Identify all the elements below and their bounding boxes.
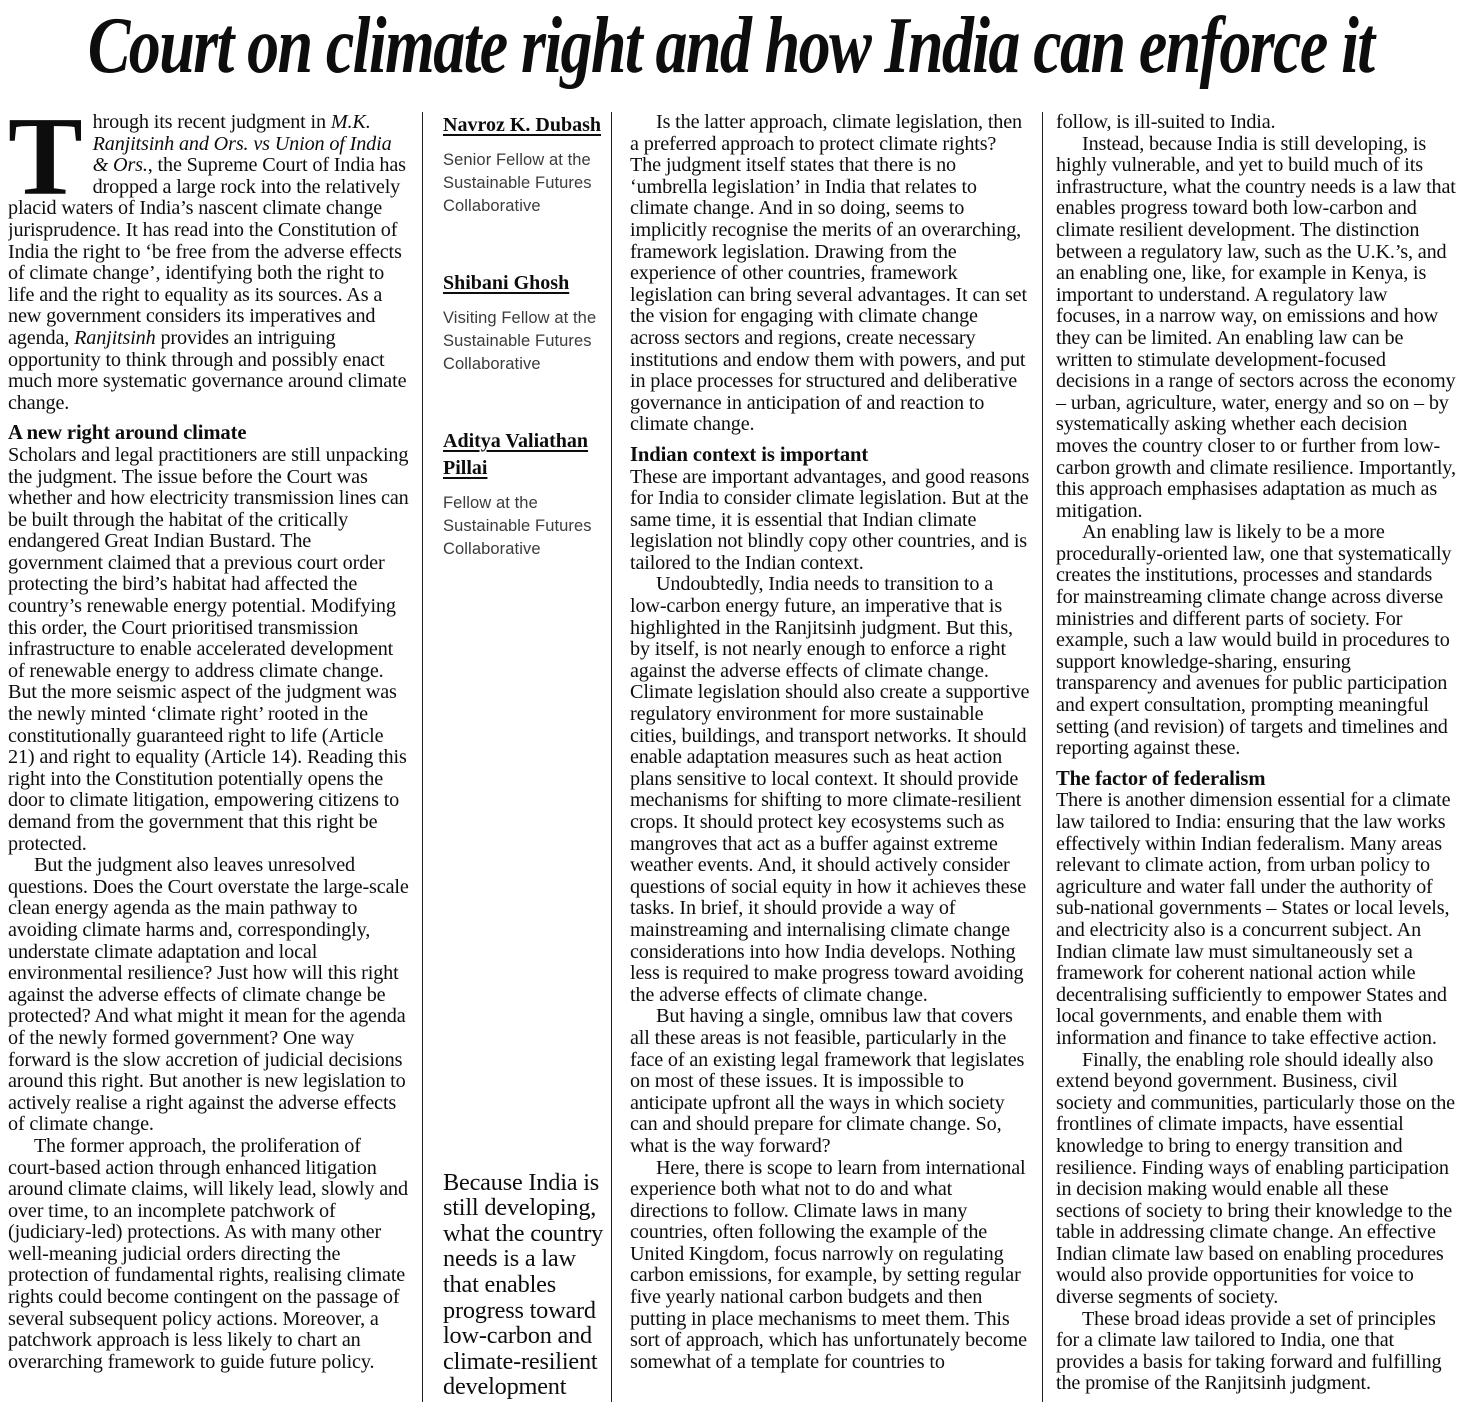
byline-block bbox=[443, 270, 611, 376]
paragraph: An enabling law is likely to be a more procedurally-oriented law, one that systematically creates the institutions, processes and standards for mainstreaming climate change across diverse ministries and different parts of society. For example, such a law would build in procedures to support knowledge-sharing, ensuring transparency and avenues for public participation and expert consultation, prompting meaningful setting (and revision) of targets and timelines and reporting against these. bbox=[1056, 521, 1452, 760]
section-heading: The factor of federalism bbox=[1056, 767, 1266, 790]
article-columns bbox=[0, 112, 1462, 1402]
drop-cap: T bbox=[8, 112, 83, 219]
paragraph: These broad ideas provide a set of principles for a climate law tailored to India, one that provides a basis for taking forward and fulfilling the promise of the Ranjitsinh judgment. bbox=[1056, 1307, 1442, 1395]
paragraph: Undoubtedly, India needs to transition to a low-carbon energy future, an imperative that is highlighted in the Ranjitsinh judgment. But this, by itself, is not nearly enough to enforce a right against the adverse effects of climate change. Climate legislation should also create a supportive regulatory environment for more sustainable cities, buildings, and transport networks. It should enable adaptation measures such as heat action plans sensitive to local context. It should provide mechanisms for shifting to more climate-resilient crops. It should protect key ecosystems such as mangroves that act as a buffer against extreme weather events. And, it should actively consider questions of social equity in how it achieves these tasks. In brief, it should provide a way of mainstreaming and internalising climate change considerations into how India develops. Nothing less is required to make progress toward avoiding the adverse effects of climate change. bbox=[630, 573, 1030, 1006]
paragraph: Instead, because India is still developing, is highly vulnerable, and yet to build much of its infrastructure, what the country needs is a law that enables progress toward both low-carbon and climate resilient development. The distinction between a regulatory law, such as the U.K.’s, and an enabling one, like, for example in Kenya, is important to understand. A regulatory law focuses, in a narrow way, on emissions and how they can be limited. An enabling law can be written to stimulate development-focused decisions in a range of sectors across the economy – urban, agriculture, water, energy and so on – by systematically asking whether each decision moves the country closer to or further from low-carbon growth and climate resilience. Importantly, this approach emphasises adaptation as much as mitigation. bbox=[1056, 132, 1456, 522]
masthead bbox=[0, 0, 1462, 94]
column-4 bbox=[1042, 112, 1456, 1402]
case-citation: M.K. Ranjitsinh and Ors. vs Union of India & Ors. bbox=[92, 112, 392, 177]
paragraph: Scholars and legal practitioners are still unpacking the judgment. The issue before the Court was whether and how electricity transmission lines can be built through the habitat of the critically endangered Great Indian Bustard. The government claimed that a previous court order protecting the bird’s habitat had affected the country’s renewable energy potential. Modifying this order, the Court prioritised transmission infrastructure to enable accelerated development of renewable energy to address climate change. But the more seismic aspect of the judgment was the newly minted ‘climate right’ rooted in the constitutionally guaranteed right to life (Article 21) and right to equality (Article 14). Reading this right into the Constitution potentially opens the door to climate litigation, empowering citizens to demand from the government that this right be protected. bbox=[8, 443, 409, 855]
byline-block bbox=[443, 112, 611, 218]
paragraph: The former approach, the proliferation of court-based action through enhanced litigation around climate claims, will likely lead, slowly and over time, to an incomplete patchwork of (judiciary-led) protections. As with many other well-meaning judicial orders directing the protection of fundamental rights, realising climate rights could become contingent on the passage of several subsequent policy actions. Moreover, a patchwork approach is less likely to chart an overarching framework to guide future policy. bbox=[8, 1134, 408, 1373]
paragraph: But the judgment also leaves unresolved questions. Does the Court overstate the large-scale clean energy agenda as the main pathway to avoiding climate harms and, correspondingly, understate climate adaptation and local environmental resilience? Just how will this right against the adverse effects of climate change be protected? And what might it mean for the agenda of the newly formed government? One way forward is the slow accretion of judicial decisions around this right. But another is new legislation to actively realise a right against the adverse effects of climate change. bbox=[8, 854, 409, 1136]
lead-text: provides an intriguing opportunity to think through and possibly enact much more systematic governance around climate change. bbox=[8, 326, 407, 414]
paragraph: Here, there is scope to learn from international experience both what not to do and what directions to follow. Climate laws in many countries, often following the example of the United Kingdom, focus narrowly on regulating carbon emissions, for example, by setting regular five yearly national carbon budgets and then putting in place mechanisms to meet them. This sort of approach, which has unfortunately become somewhat of a template for countries to bbox=[630, 1156, 1027, 1373]
byline-name-link[interactable]: Aditya Valiathan Pillai bbox=[443, 430, 589, 479]
page-title: Court on climate right and how India can enforce it bbox=[88, 2, 1374, 90]
section-heading: A new right around climate bbox=[8, 422, 247, 445]
byline-role: Senior Fellow at the Sustainable Futures Collaborative bbox=[443, 151, 592, 215]
column-3 bbox=[611, 112, 1030, 1402]
section-heading: Indian context is important bbox=[630, 443, 869, 466]
byline-block bbox=[443, 428, 611, 561]
byline-name-link[interactable]: Navroz K. Dubash bbox=[443, 114, 601, 136]
byline-role: Visiting Fellow at the Sustainable Futures Collaborative bbox=[443, 309, 597, 373]
lead-paragraph bbox=[8, 112, 410, 414]
paragraph: Is the latter approach, climate legislation, then a preferred approach to protect climate rights? The judgment itself states that there is no ‘umbrella legislation’ in India that relates to climate change. And in so doing, seems to implicitly recognise the merits of an overarching, framework legislation. Drawing from the experience of other countries, framework legislation can bring several advantages. It can set the vision for engaging with climate change across sectors and regions, create necessary institutions and endow them with powers, and put in place processes for structured and deliberative governance in anticipation of and reaction to climate change. bbox=[630, 112, 1027, 436]
paragraph: But having a single, omnibus law that covers all these areas is not feasible, particularly in the face of an existing legal framework that legislates on most of these issues. It is impossible to anticipate upfront all the ways in which society can and should prepare for climate change. So, what is the way forward? bbox=[630, 1005, 1025, 1157]
column-2-bylines bbox=[422, 112, 611, 1402]
column-1 bbox=[8, 112, 410, 1402]
case-name: Ranjitsinh bbox=[74, 326, 156, 349]
paragraph: Finally, the enabling role should ideally also extend beyond government. Business, civil society and communities, particularly those on the frontlines of climate impacts, have essential knowledge to bring to energy transition and resilience. Finding ways of enabling participation in decision making would enable all these sections of society to bring their knowledge to the table in addressing climate change. An effective Indian climate law based on enabling procedures would also provide opportunities for voice to diverse segments of society. bbox=[1056, 1048, 1455, 1309]
byline-name-link[interactable]: Shibani Ghosh bbox=[443, 272, 570, 294]
paragraph: follow, is ill-suited to India. bbox=[1056, 112, 1276, 133]
lead-text: , the Supreme Court of India has dropped a large rock into the relatively placid waters of India’s nascent climate change jurisprudence. It has read into the Constitution of India the right to ‘be free from the adverse effects of climate change’, identifying both the right to life and the right to equality as its sources. As a new government considers its imperatives and agenda, bbox=[8, 154, 406, 349]
byline-role: Fellow at the Sustainable Futures Collaborative bbox=[443, 494, 592, 558]
paragraph: There is another dimension essential for a climate law tailored to India: ensuring that the law works effectively within Indian federalism. Many areas relevant to climate action, from urban policy to agriculture and water fall under the authority of sub-national governments – States or local levels, and electricity also is a concurrent subject. An Indian climate law must simultaneously set a framework for coherent national action while decentralising sufficiently to empower States and local governments, and enable them with information and finance to take effective action. bbox=[1056, 789, 1451, 1049]
paragraph: These are important advantages, and good reasons for India to consider climate legislation. But at the same time, it is essential that Indian climate legislation not blindly copy other countries, and is tailored to the Indian context. bbox=[630, 465, 1030, 574]
pull-quote: Because India is still developing, what the country needs is a law that enables progress toward low-carbon and climate-resilient development bbox=[443, 1168, 604, 1401]
lead-text: hrough its recent judgment in bbox=[92, 112, 331, 133]
